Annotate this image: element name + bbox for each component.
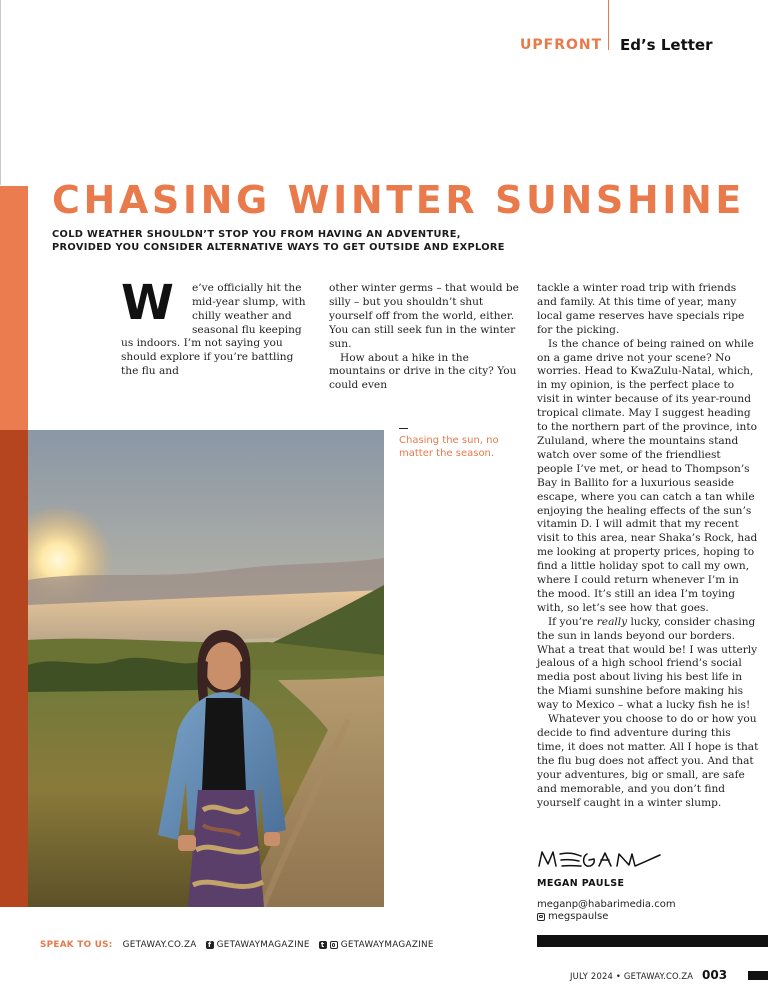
instagram-icon — [537, 913, 545, 921]
standfirst: COLD WEATHER SHOULDN’T STOP YOU FROM HAVING AN ADVENTURE, PROVIDED YOU CONSIDER ALTERNATIVE WAYS TO GET OUTSIDE AND EXPLORE — [52, 229, 505, 253]
col1-line: e’ve officially hit the — [192, 282, 302, 294]
speak-label: SPEAK TO US: — [40, 940, 113, 950]
facebook-handle: GETAWAYMAGAZINE — [216, 940, 310, 950]
website-link[interactable]: GETAWAY.CO.ZA — [122, 940, 197, 950]
column-2 — [329, 282, 525, 393]
col3-paragraph-1: tackle a winter road trip with friends and family. At this time of year, many local game reserves have specials ripe for the picking. — [537, 282, 745, 336]
col3-paragraph-4: Whatever you choose to do or how you decide to find adventure during this time, it does not matter. All I hope is that the flu bug does not affect you. And that your adventures, big or small, are safe and memorable, and you don’t find yourself caught in a winter slump. — [537, 713, 759, 809]
left-hairline — [0, 0, 1, 185]
author-email[interactable]: meganp@habarimedia.com — [537, 899, 676, 910]
accent-bar-bottom — [0, 430, 28, 907]
issue-date: JULY 2024 • GETAWAY.CO.ZA — [570, 971, 694, 981]
twitter-icon: t — [319, 941, 327, 949]
facebook-icon: f — [206, 941, 214, 949]
page-title: Ed’s Letter — [620, 36, 713, 54]
author-instagram[interactable] — [537, 911, 608, 922]
col3-paragraph-3 — [537, 616, 759, 713]
facebook-link[interactable] — [206, 940, 310, 950]
caption-dash — [399, 428, 408, 429]
social-link[interactable] — [319, 940, 434, 950]
col1-paragraph: us indoors. I’m not saying you should explore if you’re battling the flu and — [121, 337, 294, 377]
accent-bar-top — [0, 186, 28, 430]
photo-caption: Chasing the sun, no matter the season. — [399, 435, 499, 459]
footer-black-bar — [537, 935, 768, 947]
speak-to-us — [40, 940, 443, 950]
col1-line: seasonal flu keeping — [192, 323, 302, 336]
author-name: MEGAN PAULSE — [537, 878, 625, 889]
col1-line: chilly weather and — [192, 309, 292, 322]
page-bar — [748, 971, 768, 980]
col3-p3-emphasis: really — [596, 615, 628, 628]
column-1-top — [192, 282, 312, 338]
instagram-icon — [330, 941, 338, 949]
instagram-handle: megspaulse — [548, 911, 609, 922]
social-handle: GETAWAYMAGAZINE — [340, 940, 434, 950]
col3-p3-pre: If you’re — [548, 615, 597, 628]
section-label: UPFRONT — [520, 37, 603, 53]
signature — [537, 848, 662, 876]
col3-paragraph-2: Is the chance of being rained on while on a game drive not your scene? No worries. Head to KwaZulu-Natal, which, in my opinion, is the perfect place to visit in winter because of its year-round tropical climate. May I suggest heading to the northern part of the province, into Zululand, where the mountains stand watch over some of the friendliest people I’ve met, or head to Thompson’s Bay in Ballito for a luxurious seaside escape, where you can catch a tan while enjoying the healing effects of the sun’s vitamin D. I will admit that my recent visit to this area, near Shaka’s Rock, had me looking at property prices, hoping to find a little holiday spot to call my own, where I could return whenever I’m in the mood. It’s still an idea I’m toying with, so let’s see how that goes. — [537, 337, 758, 614]
col2-paragraph-2: How about a hike in the mountains or drive in the city? You could even — [329, 351, 517, 392]
column-1-rest — [121, 337, 313, 379]
col1-line: mid-year slump, with — [192, 295, 306, 308]
page-number: 003 — [702, 968, 728, 982]
col2-paragraph-1: other winter germs – that would be silly – but you shouldn’t shut yourself off from the world, either. You can still seek fun in the winter sun. — [329, 282, 519, 350]
feature-photo — [28, 430, 384, 907]
drop-cap: W — [121, 275, 174, 331]
header-divider — [608, 0, 609, 50]
column-3 — [537, 282, 759, 810]
headline: CHASING WINTER SUNSHINE — [52, 178, 745, 222]
col3-p3-post: lucky, consider chasing the sun in lands beyond our borders. What a treat that would be! I was utterly jealous of a high school friend’s social media post about living his best life in the Miami sunshine before making his way to Mexico – what a lucky fish he is! — [537, 615, 758, 712]
